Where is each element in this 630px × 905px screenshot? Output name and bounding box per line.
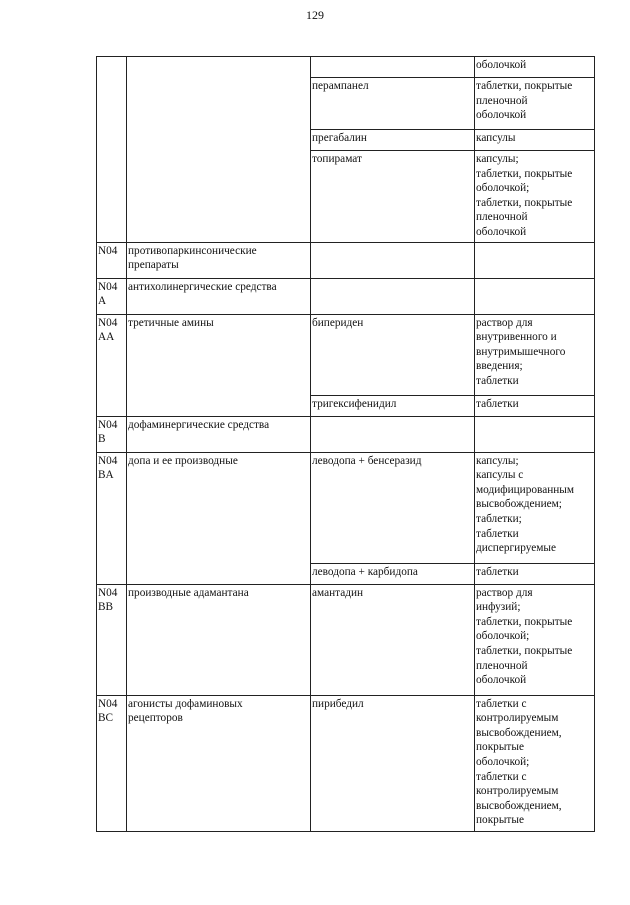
drug-name-cell: амантадин bbox=[311, 584, 475, 695]
anatomical-group-cell: третичные амины bbox=[127, 314, 311, 416]
table-row bbox=[97, 695, 595, 831]
dosage-form-cell: оболочкой bbox=[475, 57, 595, 78]
dosage-form-cell: капсулы; таблетки, покрытые оболочкой; таблетки, покрытые пленочной оболочкой bbox=[475, 151, 595, 243]
dosage-form-cell: раствор для инфузий; таблетки, покрытые оболочкой; таблетки, покрытые пленочной оболочкой bbox=[475, 584, 595, 695]
dosage-form-cell: капсулы bbox=[475, 130, 595, 151]
drug-name-cell: тригексифенидил bbox=[311, 395, 475, 416]
drug-name-cell: топирамат bbox=[311, 151, 475, 243]
anatomical-group-cell: допа и ее производные bbox=[127, 452, 311, 584]
dosage-form-cell bbox=[475, 278, 595, 314]
drug-name-cell bbox=[311, 416, 475, 452]
table-row bbox=[97, 584, 595, 695]
table-row bbox=[97, 278, 595, 314]
dosage-form-cell: таблетки, покрытые пленочной оболочкой bbox=[475, 78, 595, 130]
anatomical-group-cell: противопаркинсонические препараты bbox=[127, 242, 311, 278]
drug-name-cell: прегабалин bbox=[311, 130, 475, 151]
dosage-form-cell bbox=[475, 416, 595, 452]
drug-name-cell: леводопа + карбидопа bbox=[311, 563, 475, 584]
drug-name-cell bbox=[311, 57, 475, 78]
atc-code-cell: N04 AA bbox=[97, 314, 127, 416]
anatomical-group-cell bbox=[127, 57, 311, 243]
drug-name-cell: перампанел bbox=[311, 78, 475, 130]
anatomical-group-cell: производные адамантана bbox=[127, 584, 311, 695]
dosage-form-cell bbox=[475, 242, 595, 278]
anatomical-group-cell: антихолинергические средства bbox=[127, 278, 311, 314]
drug-name-cell bbox=[311, 278, 475, 314]
drug-name-cell: леводопа + бенсеразид bbox=[311, 452, 475, 563]
anatomical-group-cell: дофаминергические средства bbox=[127, 416, 311, 452]
atc-code-cell: N04 B bbox=[97, 416, 127, 452]
dosage-form-cell: таблетки с контролируемым высвобождением, покрытые оболочкой; таблетки с контролируемым высвобождением, покрытые bbox=[475, 695, 595, 831]
table-row bbox=[97, 242, 595, 278]
atc-code-cell: N04 BB bbox=[97, 584, 127, 695]
dosage-form-cell: капсулы; капсулы с модифицированным высвобождением; таблетки; таблетки диспергируемые bbox=[475, 452, 595, 563]
atc-code-cell: N04 BA bbox=[97, 452, 127, 584]
dosage-form-cell: таблетки bbox=[475, 563, 595, 584]
drug-name-cell: бипериден bbox=[311, 314, 475, 395]
drug-name-cell: пирибедил bbox=[311, 695, 475, 831]
atc-code-cell: N04 BC bbox=[97, 695, 127, 831]
table-row bbox=[97, 416, 595, 452]
drug-name-cell bbox=[311, 242, 475, 278]
anatomical-group-cell: агонисты дофаминовых рецепторов bbox=[127, 695, 311, 831]
atc-code-cell bbox=[97, 57, 127, 243]
table-row bbox=[97, 314, 595, 395]
page-number: 129 bbox=[306, 8, 324, 22]
table-row bbox=[97, 452, 595, 563]
drug-table bbox=[96, 56, 595, 832]
dosage-form-cell: таблетки bbox=[475, 395, 595, 416]
table-body bbox=[97, 57, 595, 832]
atc-code-cell: N04 bbox=[97, 242, 127, 278]
atc-code-cell: N04 A bbox=[97, 278, 127, 314]
table-row bbox=[97, 57, 595, 78]
dosage-form-cell: раствор для внутривенного и внутримышечного введения; таблетки bbox=[475, 314, 595, 395]
